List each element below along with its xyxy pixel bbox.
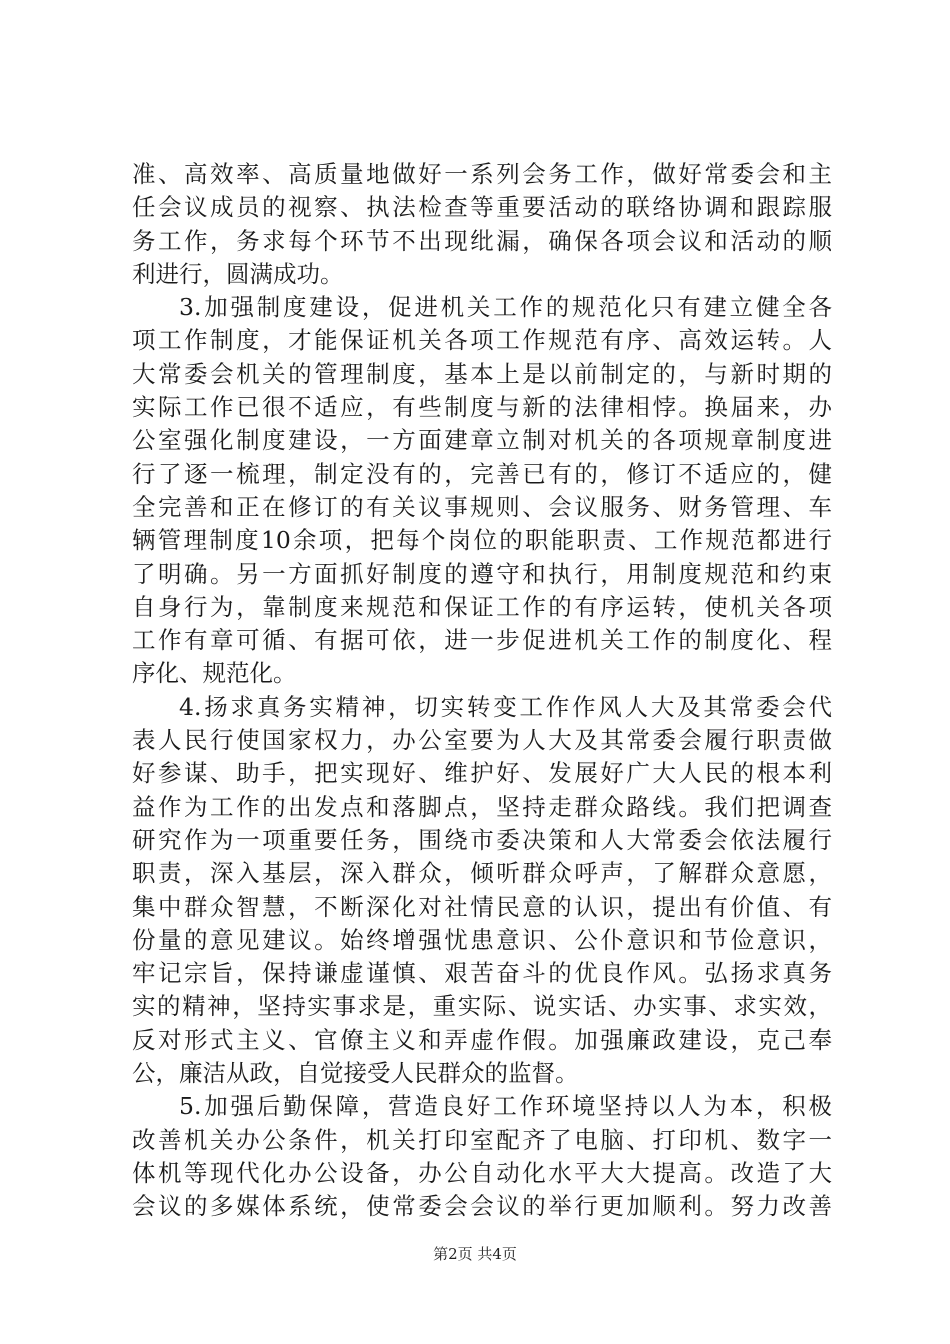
text-line: 体机等现代化办公设备，办公自动化水平大大提高。改造了大 <box>132 1158 832 1187</box>
text-line: 5.加强后勤保障，营造良好工作环境坚持以人为本，积极 <box>179 1092 832 1121</box>
text-line: 利进行，圆满成功。 <box>132 259 344 288</box>
text-line: 职责，深入基层，深入群众，倾听群众呼声，了解群众意愿， <box>132 859 832 888</box>
text-line: 实的精神，坚持实事求是，重实际、说实话、办实事、求实效， <box>132 992 832 1021</box>
page-footer: 第2页 共4页 <box>433 1245 517 1263</box>
text-line: 3.加强制度建设，促进机关工作的规范化只有建立健全各 <box>179 293 832 322</box>
text-line: 表人民行使国家权力，办公室要为人大及其常委会履行职责做 <box>132 726 832 755</box>
text-line: 务工作，务求每个环节不出现纰漏，确保各项会议和活动的顺 <box>132 226 832 255</box>
text-line: 工作有章可循、有据可依，进一步促进机关工作的制度化、程 <box>132 626 832 655</box>
text-line: 公室强化制度建设，一方面建章立制对机关的各项规章制度进 <box>132 426 832 455</box>
text-line: 集中群众智慧，不断深化对社情民意的认识，提出有价值、有 <box>132 892 832 921</box>
text-line: 份量的意见建议。始终增强忧患意识、公仆意识和节俭意识， <box>132 925 832 954</box>
text-line: 4.扬求真务实精神，切实转变工作作风人大及其常委会代 <box>179 692 832 721</box>
text-line: 任会议成员的视察、执法检查等重要活动的联络协调和跟踪服 <box>132 193 832 222</box>
text-line: 好参谋、助手，把实现好、维护好、发展好广大人民的根本利 <box>132 759 832 788</box>
text-line: 了明确。另一方面抓好制度的遵守和执行，用制度规范和约束 <box>132 559 832 588</box>
text-line: 反对形式主义、官僚主义和弄虚作假。加强廉政建设，克己奉 <box>132 1025 832 1054</box>
body-text <box>132 158 832 1224</box>
text-line: 会议的多媒体系统，使常委会会议的举行更加顺利。努力改善 <box>132 1192 832 1221</box>
text-line: 序化、规范化。 <box>132 659 297 688</box>
text-line: 研究作为一项重要任务，围绕市委决策和人大常委会依法履行 <box>132 825 832 854</box>
text-line: 行了逐一梳理，制定没有的，完善已有的，修订不适应的，健 <box>132 459 832 488</box>
text-line: 牢记宗旨，保持谦虚谨慎、艰苦奋斗的优良作风。弘扬求真务 <box>132 959 832 988</box>
text-line: 准、高效率、高质量地做好一系列会务工作，做好常委会和主 <box>132 160 832 188</box>
text-line: 益作为工作的出发点和落脚点，坚持走群众路线。我们把调查 <box>132 792 832 821</box>
text-line: 全完善和正在修订的有关议事规则、会议服务、财务管理、车 <box>132 492 832 521</box>
text-line: 实际工作已很不适应，有些制度与新的法律相悖。换届来，办 <box>132 393 832 422</box>
text-line: 自身行为，靠制度来规范和保证工作的有序运转，使机关各项 <box>132 592 832 621</box>
text-line: 改善机关办公条件，机关打印室配齐了电脑、打印机、数字一 <box>132 1125 832 1154</box>
text-line: 公，廉洁从政，自觉接受人民群众的监督。 <box>132 1059 579 1088</box>
text-line: 项工作制度，才能保证机关各项工作规范有序、高效运转。人 <box>132 326 832 355</box>
text-line: 辆管理制度10余项，把每个岗位的职能职责、工作规范都进行 <box>132 526 832 555</box>
text-line: 大常委会机关的管理制度，基本上是以前制定的，与新时期的 <box>132 359 832 388</box>
